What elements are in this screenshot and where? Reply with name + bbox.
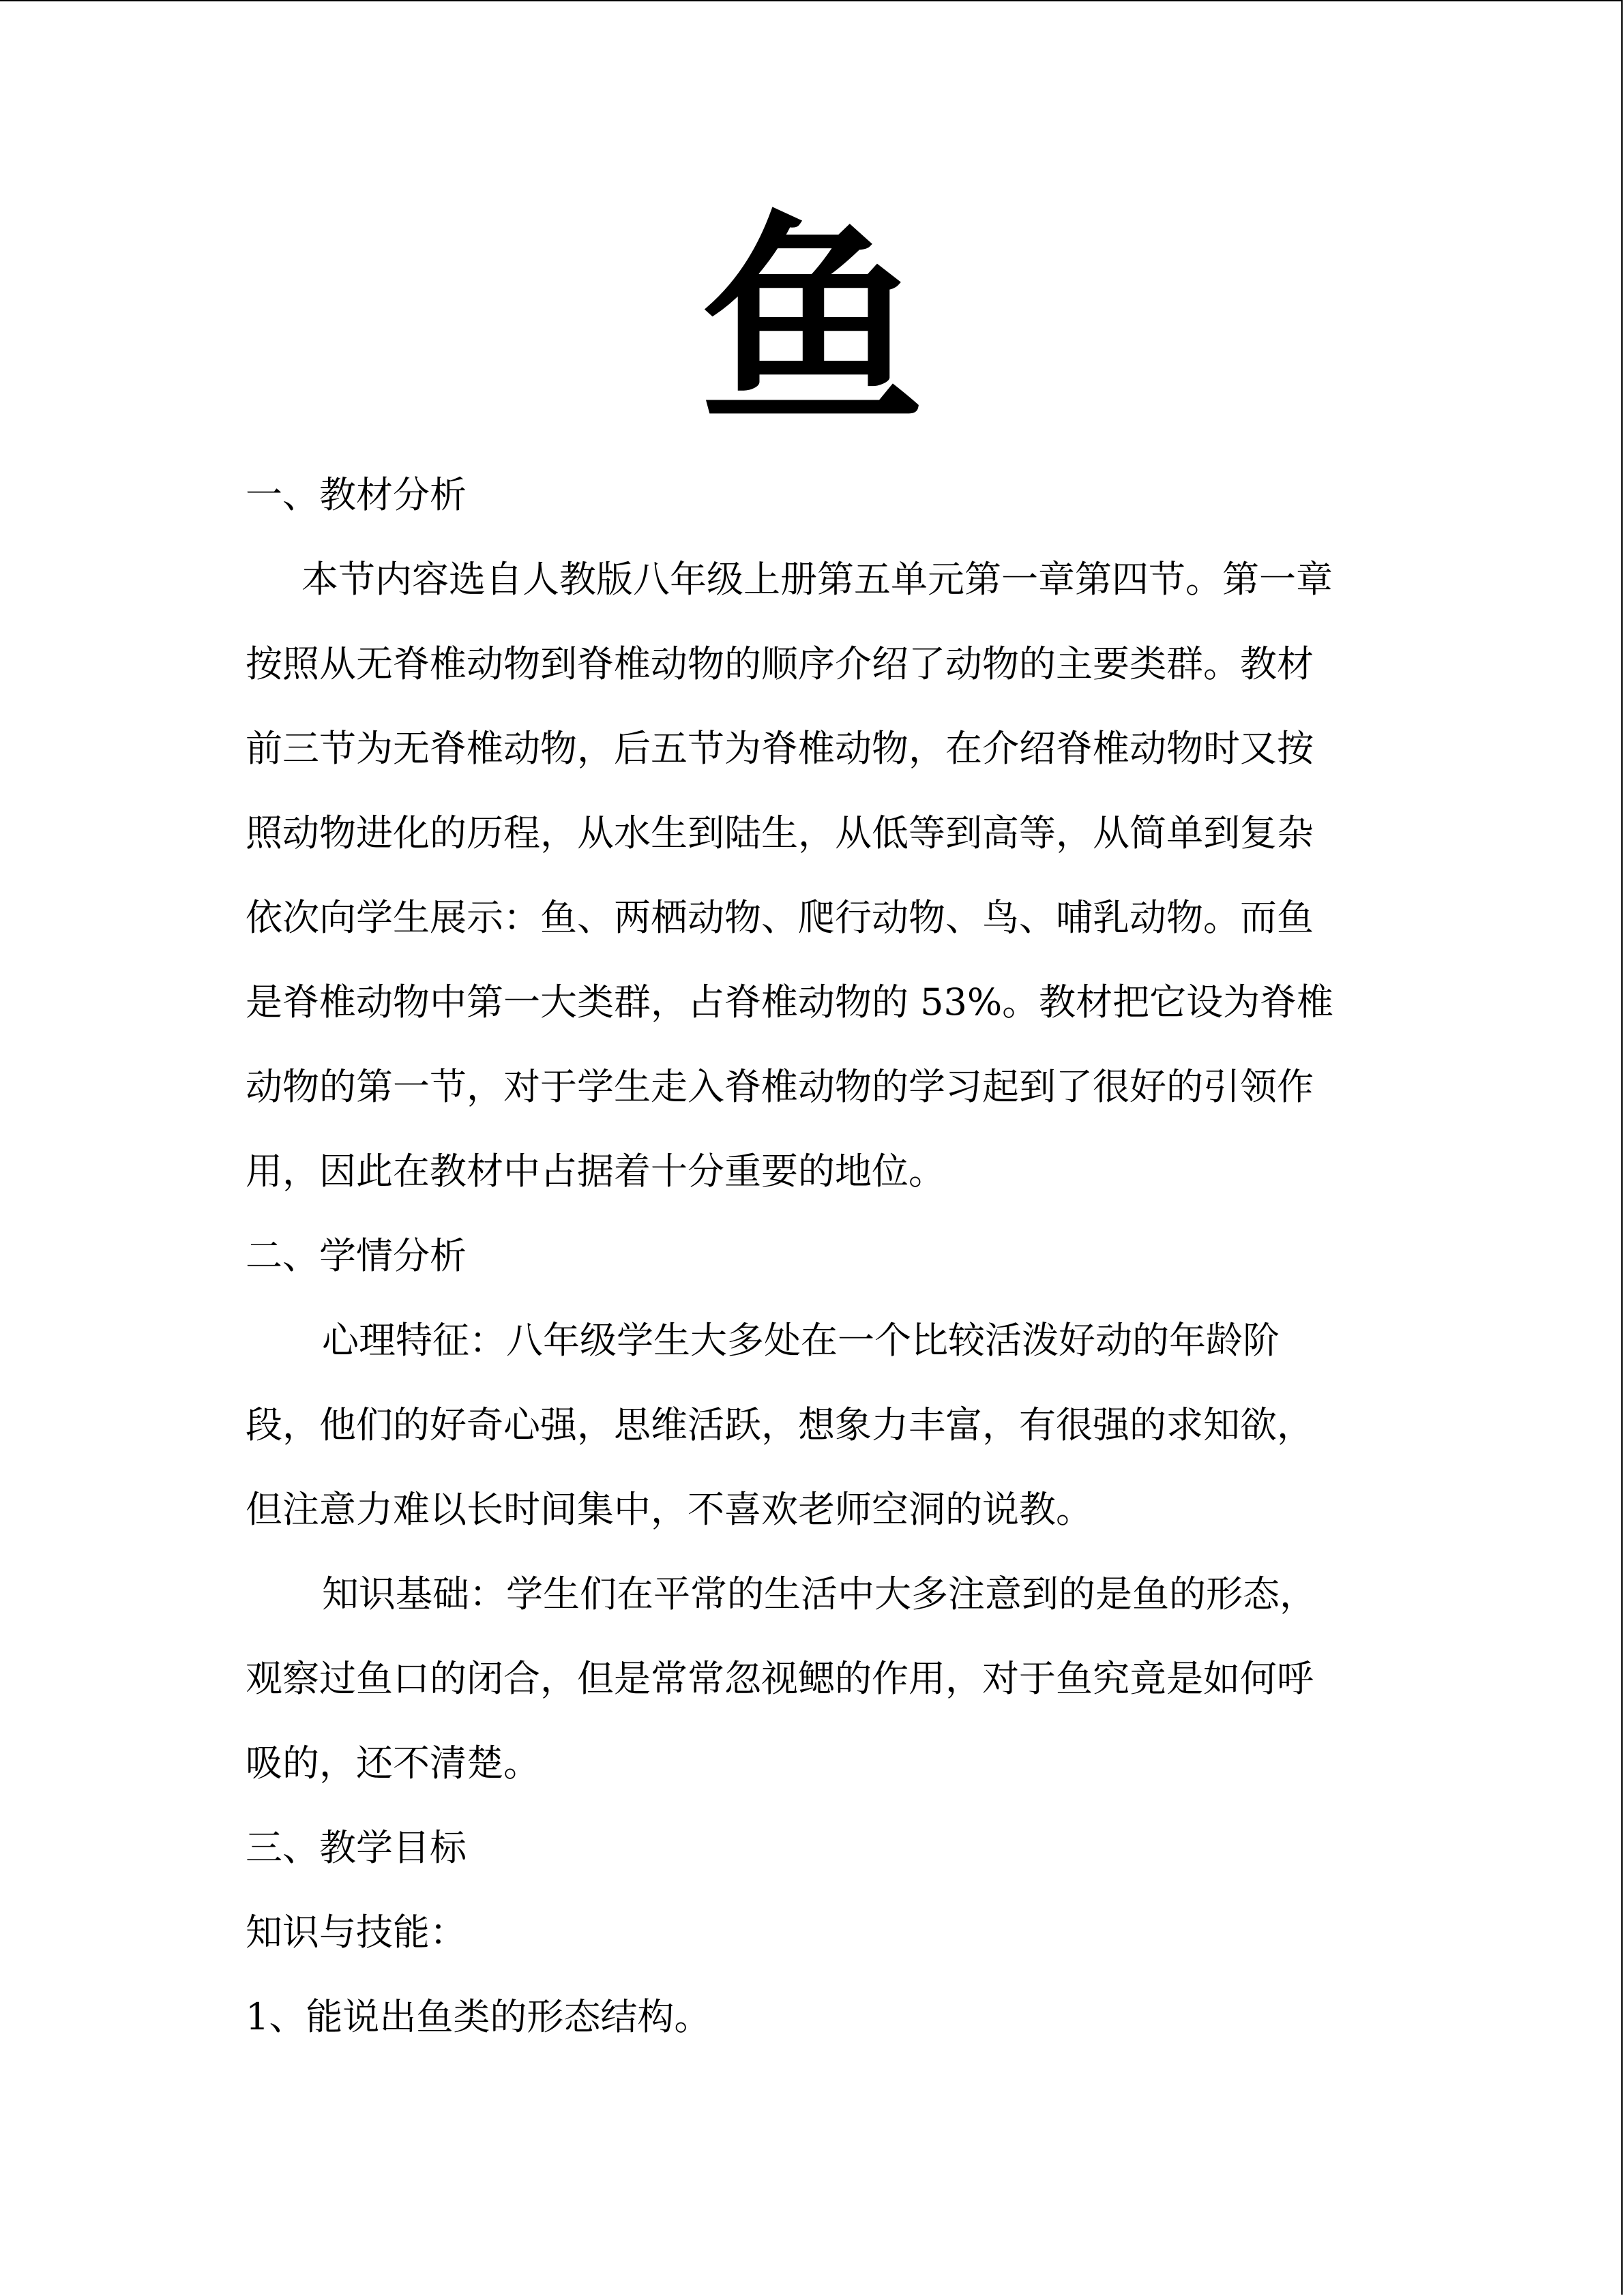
paragraph-line: 知识基础：学生们在平常的生活中大多注意到的是鱼的形态，: [322, 1572, 1316, 1615]
paragraph-line: 但注意力难以长时间集中，不喜欢老师空洞的说教。: [246, 1488, 1093, 1531]
paragraph-line: 动物的第一节，对于学生走入脊椎动物的学习起到了很好的引领作: [246, 1065, 1314, 1108]
paragraph-line: 按照从无脊椎动物到脊椎动物的顺序介绍了动物的主要类群。教材: [246, 642, 1314, 685]
paragraph-line: 观察过鱼口的闭合，但是常常忽视鳃的作用，对于鱼究竟是如何呼: [246, 1657, 1314, 1700]
paragraph-line: 照动物进化的历程，从水生到陆生，从低等到高等，从简单到复杂: [246, 811, 1314, 854]
paragraph-line: 心理特征：八年级学生大多处在一个比较活泼好动的年龄阶: [322, 1319, 1280, 1362]
paragraph-line: 依次向学生展示：鱼、两栖动物、爬行动物、鸟、哺乳动物。而鱼: [246, 896, 1314, 939]
paragraph-line: 是脊椎动物中第一大类群，占脊椎动物的 53%。教材把它设为脊椎: [246, 981, 1334, 1024]
subheading-knowledge-skills: 知识与技能：: [246, 1911, 467, 1954]
section-heading-textbook-analysis: 一、教材分析: [246, 473, 467, 516]
paragraph-line: 段，他们的好奇心强，思维活跃，想象力丰富，有很强的求知欲，: [246, 1403, 1314, 1446]
paragraph-line: 前三节为无脊椎动物，后五节为脊椎动物，在介绍脊椎动物时又按: [246, 727, 1314, 770]
paragraph-line: 吸的，还不清楚。: [246, 1742, 540, 1785]
document-title: 鱼: [699, 190, 925, 454]
section-heading-student-analysis: 二、学情分析: [246, 1234, 467, 1277]
paragraph-line: 用，因此在教材中占据着十分重要的地位。: [246, 1150, 945, 1193]
section-heading-teaching-goals: 三、教学目标: [246, 1826, 467, 1869]
paragraph-line: 本节内容选自人教版八年级上册第五单元第一章第四节。第一章: [301, 558, 1333, 601]
list-item: 1、能说出鱼类的形态结构。: [246, 1995, 711, 2038]
